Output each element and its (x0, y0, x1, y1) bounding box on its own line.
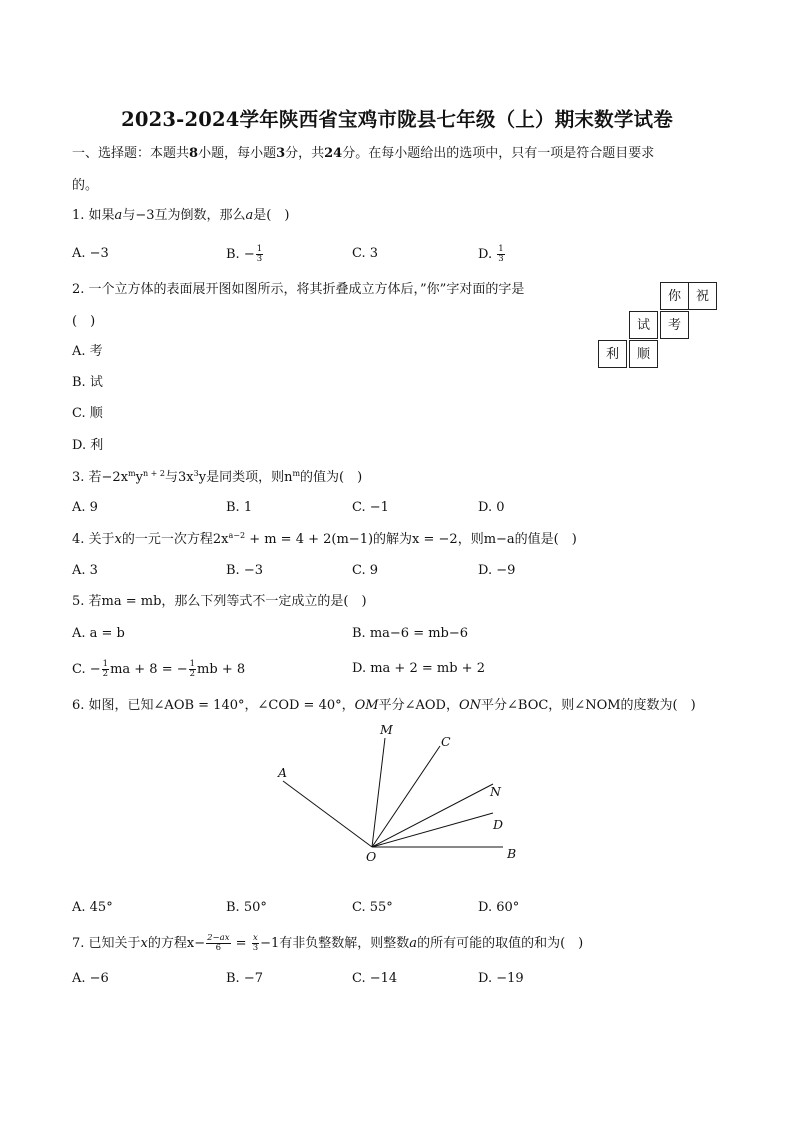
fraction-numerator: 1 (256, 244, 263, 254)
q5-option-d: D. ma + 2 = mb + 2 (352, 661, 485, 676)
q5-option-c-text: C. − (72, 662, 101, 677)
q4-text: 的一元一次方程2x (121, 532, 229, 547)
q5-option-c-text: mb + 8 (197, 662, 246, 677)
q7-text: −1有非负整数解，则整数 (260, 936, 410, 951)
section-heading-text: 一、选择题：本题共 (72, 146, 190, 161)
q1-text: 与−3互为倒数，那么 (122, 208, 246, 223)
page-title: 2023-2024学年陕西省宝鸡市陇县七年级（上）期末数学试卷 (121, 108, 673, 131)
q1-text: 1. 如果 (72, 208, 115, 223)
q1-option-a: A. −3 (72, 246, 109, 261)
q6-option-a: A. 45° (72, 900, 113, 915)
q2-option-c: C. 顺 (72, 406, 103, 421)
q7-text: = (231, 936, 251, 951)
question-5-stem: 5. 若ma = mb，那么下列等式不一定成立的是( ) (72, 594, 367, 609)
q2-option-b: B. 试 (72, 375, 103, 390)
q3-option-d: D. 0 (478, 500, 505, 515)
q2-option-d: D. 利 (72, 438, 104, 453)
q1-option-c: C. 3 (352, 246, 379, 261)
q3-text: 的值为( ) (300, 470, 363, 485)
q1-text: 是( ) (253, 208, 290, 223)
net-cell-shun: 顺 (629, 340, 658, 368)
q7-var: a (409, 936, 418, 951)
q6-text: 平分∠AOD， (378, 698, 459, 713)
q4-text: + m = 4 + 2(m−1)的解为x = −2，则m−a的值是( ) (245, 532, 577, 547)
label-o: O (366, 849, 377, 864)
q7-var: x (140, 936, 148, 951)
fraction-denominator: 3 (252, 943, 259, 953)
q3-exponent: m (292, 469, 301, 478)
q4-option-b: B. −3 (226, 563, 263, 578)
q1-var: a (245, 208, 254, 223)
q6-ray-on: ON (458, 698, 482, 713)
ray-oa (283, 781, 372, 847)
q7-fraction-1 (206, 934, 230, 953)
q7-option-a: A. −6 (72, 971, 109, 986)
q4-var: x (114, 532, 122, 547)
q5-option-b: B. ma−6 = mb−6 (352, 626, 469, 641)
q6-text: 平分∠BOC，则∠NOM的度数为( ) (481, 698, 696, 713)
question-2-stem-cont: ( ) (72, 314, 96, 329)
fraction-numerator: 1 (189, 659, 196, 669)
q6-ray-om: OM (354, 698, 379, 713)
label-m: M (380, 722, 393, 737)
q7-option-d: D. −19 (478, 971, 524, 986)
q6-option-d: D. 60° (478, 900, 520, 915)
ray-od (372, 813, 493, 847)
q3-exponent: m (128, 469, 136, 478)
question-count: 8 (189, 146, 199, 161)
section-heading-text: 小题，每小题 (198, 146, 277, 161)
fraction-denominator: 3 (256, 254, 263, 264)
q7-option-b: B. −7 (226, 971, 263, 986)
q3-option-b: B. 1 (226, 500, 253, 515)
q4-option-c: C. 9 (352, 563, 379, 578)
fraction-denominator: 6 (215, 943, 222, 953)
q1-option-d-text: D. (478, 247, 497, 262)
q1-var: a (114, 208, 123, 223)
question-7-stem (72, 934, 583, 953)
label-a: A (278, 765, 288, 780)
q7-text: 的方程x− (147, 936, 206, 951)
fraction-numerator: 2−ax (207, 933, 230, 943)
fraction-denominator: 3 (498, 254, 504, 264)
q3-option-c: C. −1 (352, 500, 389, 515)
q3-exponent: 3 (193, 469, 199, 478)
fraction-denominator: 2 (189, 669, 196, 679)
question-2-stem: 2. 一个立方体的表面展开图如图所示，将其折叠成立方体后，”你”字对面的字是 (72, 282, 525, 297)
q3-text: 与3x (165, 470, 194, 485)
section-heading-cont: 的。 (72, 178, 99, 193)
q2-option-a: A. 考 (72, 344, 103, 359)
net-cell-kao: 考 (660, 311, 689, 339)
label-n: N (490, 784, 501, 799)
net-cell-ni: 你 (660, 282, 689, 310)
fraction-numerator: 1 (498, 244, 504, 254)
q4-exponent: a−2 (228, 531, 246, 540)
q4-option-a: A. 3 (72, 563, 98, 578)
q5-option-a: A. a = b (72, 626, 125, 641)
section-heading-text: 分，共 (285, 146, 325, 161)
q1-option-b-text: B. − (226, 247, 255, 262)
fraction-denominator: 2 (102, 669, 109, 679)
total-points: 24 (324, 146, 343, 161)
net-cell-shi: 试 (629, 311, 658, 339)
q6-text: 6. 如图，已知∠AOB = 140°，∠COD = 40°， (72, 698, 355, 713)
q7-text: 的所有可能的取值的和为( ) (417, 936, 584, 951)
q6-option-c: C. 55° (352, 900, 393, 915)
points-per-question: 3 (276, 146, 286, 161)
q7-text: 7. 已知关于 (72, 936, 141, 951)
q3-exponent: n + 2 (142, 469, 166, 478)
q3-option-a: A. 9 (72, 500, 98, 515)
net-cell-zhu: 祝 (688, 282, 717, 310)
q3-text: y (135, 470, 143, 485)
section-heading-text: 分。在每小题给出的选项中，只有一项是符合题目要求 (342, 146, 655, 161)
q3-text: y是同类项，则n (198, 470, 293, 485)
q6-option-b: B. 50° (226, 900, 267, 915)
label-d: D (493, 817, 504, 832)
label-c: C (441, 734, 451, 749)
q3-text: 3. 若−2x (72, 470, 129, 485)
q7-option-c: C. −14 (352, 971, 398, 986)
fraction-numerator: x (253, 933, 258, 943)
q4-option-d: D. −9 (478, 563, 516, 578)
ray-on (372, 784, 493, 847)
q5-option-c-text: ma + 8 = − (110, 662, 188, 677)
net-cell-li: 利 (598, 340, 627, 368)
q4-text: 4. 关于 (72, 532, 115, 547)
fraction-numerator: 1 (102, 659, 109, 669)
label-b: B (507, 846, 517, 861)
q7-fraction-2 (252, 934, 259, 953)
